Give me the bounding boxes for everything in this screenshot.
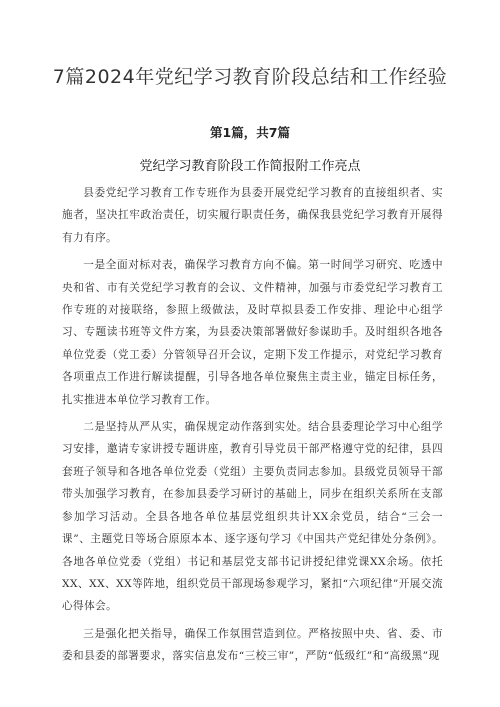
part-label: 第1篇，共7篇 (210, 125, 290, 140)
document-body (62, 182, 443, 673)
paragraph-point-two: 二是坚持从严从实，确保规定动作落到实处。结合县委理论学习中心组学习安排，邀请专家讲授专题讲座，教育引导党员干部严格遵守党的纪律，县四套班子领导和各地各单位党委（党组）主要负责同志参加。县级党员领导干部带头加强学习教育，在参加县委学习研讨的基础上，同步在组织关系所在支部参加学习活动。全县各地各单位基层党组织共计XX余党员，结合“三会一课”、主题党日等场合原原本本、逐字逐句学习《中国共产党纪律处分条例》。各地各单位党委（党组）书记和基层党支部书记讲授纪律党课XX余场。依托XX、XX、XX等阵地，组织党员干部现场参观学习，紧扣“六项纪律”开展交流心得体会。 (62, 421, 443, 613)
section-title: 党纪学习教育阶段工作简报附工作亮点 (139, 159, 361, 174)
paragraph-intro: 县委党纪学习教育工作专班作为县委开展党纪学习教育的直接组织者、实施者，坚决扛牢政治责任，切实履行职责任务，确保我县党纪学习教育开展得有力有序。 (62, 187, 443, 244)
paragraph-point-three: 三是强化把关指导，确保工作氛围营造到位。严格按照中央、省、委、市委和县委的部署要求，落实信息发布“三校三审”，严防“低级红”和“高级黑”现 (62, 627, 443, 663)
paragraph-point-one: 一是全面对标对表，确保学习教育方向不偏。第一时间学习研究、吃透中央和省、市有关党纪学习教育的会议、文件精神，加强与市委党纪学习教育工作专班的对接联络，参照上级做法，及时草拟县委工作安排、理论中心组学习、专题读书班等文件方案，为县委决策部署做好参谋助手。及时组织各地各单位党委（党工委）分管领导召开会议，定期下发工作提示，对党纪学习教育各项重点工作进行解读提醒，引导各地各单位聚焦主责主业，锚定目标任务，扎实推进本单位学习教育工作。 (62, 259, 443, 406)
document-title: 7篇2024年党纪学习教育阶段总结和工作经验 (52, 66, 448, 88)
